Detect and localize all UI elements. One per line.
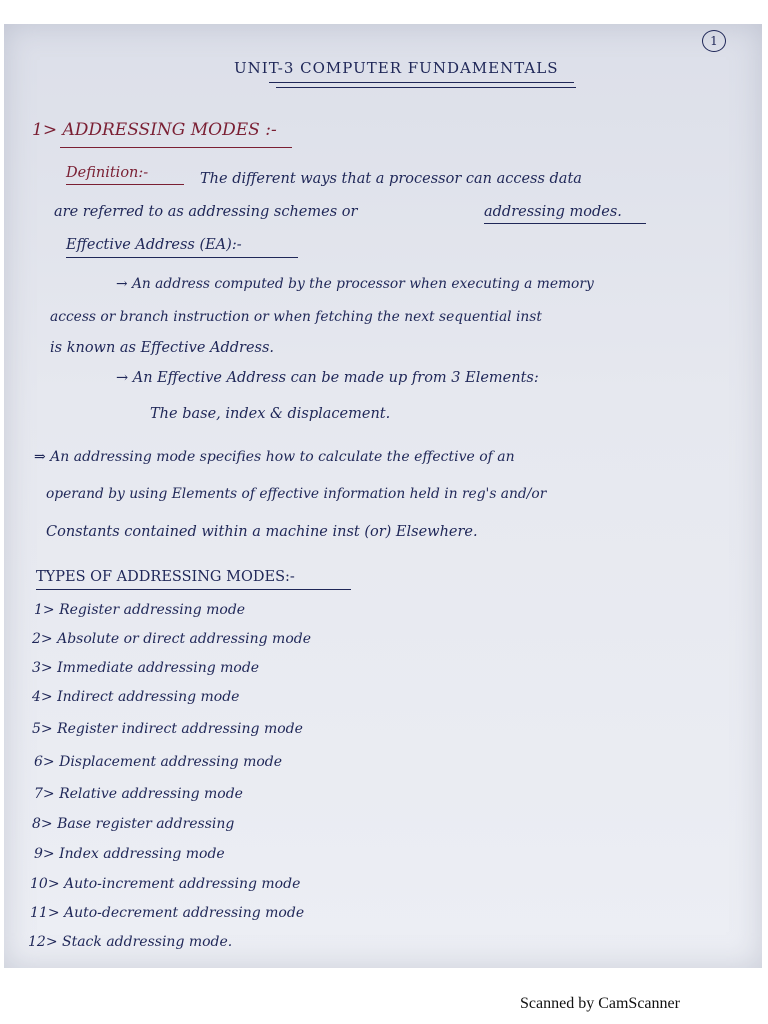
definition-label-underline	[66, 184, 184, 185]
list-item: 10> Auto-increment addressing mode	[30, 876, 301, 892]
scanner-watermark: Scanned by CamScanner	[520, 995, 680, 1012]
notebook-page	[4, 24, 762, 968]
definition-text-1: The different ways that a processor can access data	[200, 171, 582, 187]
list-item: 8> Base register addressing	[32, 816, 235, 832]
section-heading: 1> ADDRESSING MODES :-	[32, 120, 277, 140]
section-heading-underline	[60, 147, 292, 148]
ea-line-2: access or branch instruction or when fetching the next sequential inst	[50, 309, 542, 325]
list-item: 3> Immediate addressing mode	[32, 660, 260, 676]
types-heading-underline	[36, 589, 351, 590]
list-item: 2> Absolute or direct addressing mode	[32, 631, 312, 647]
definition-label: Definition:-	[66, 165, 149, 181]
ea-line-4: → An Effective Address can be made up from 3 Elements:	[116, 370, 539, 386]
title-underline-1	[269, 82, 574, 83]
mode-line-1: ⇒ An addressing mode specifies how to calculate the effective of an	[34, 449, 515, 465]
list-item: 1> Register addressing mode	[34, 602, 246, 618]
title-underline-2	[276, 87, 576, 88]
list-item: 11> Auto-decrement addressing mode	[30, 905, 305, 921]
list-item: 4> Indirect addressing mode	[32, 689, 240, 705]
page-title: UNIT-3 COMPUTER FUNDAMENTALS	[234, 59, 559, 77]
list-item: 9> Index addressing mode	[34, 846, 225, 862]
definition-term: addressing modes.	[484, 204, 622, 220]
ea-heading: Effective Address (EA):-	[66, 237, 242, 253]
ea-line-1: → An address computed by the processor when executing a memory	[116, 276, 594, 292]
mode-line-2: operand by using Elements of effective information held in reg's and/or	[46, 486, 547, 502]
definition-text-2: are referred to as addressing schemes or	[54, 204, 358, 220]
ea-line-3: is known as Effective Address.	[50, 340, 275, 356]
ea-line-5: The base, index & displacement.	[150, 406, 391, 422]
list-item: 5> Register indirect addressing mode	[32, 721, 303, 737]
list-item: 7> Relative addressing mode	[34, 786, 243, 802]
ea-heading-underline	[66, 257, 298, 258]
list-item: 12> Stack addressing mode.	[28, 934, 233, 950]
types-heading: TYPES OF ADDRESSING MODES:-	[36, 569, 295, 585]
list-item: 6> Displacement addressing mode	[34, 754, 283, 770]
definition-term-underline	[484, 223, 646, 224]
page-number: 1	[702, 30, 726, 52]
mode-line-3: Constants contained within a machine inst (or) Elsewhere.	[46, 524, 478, 540]
